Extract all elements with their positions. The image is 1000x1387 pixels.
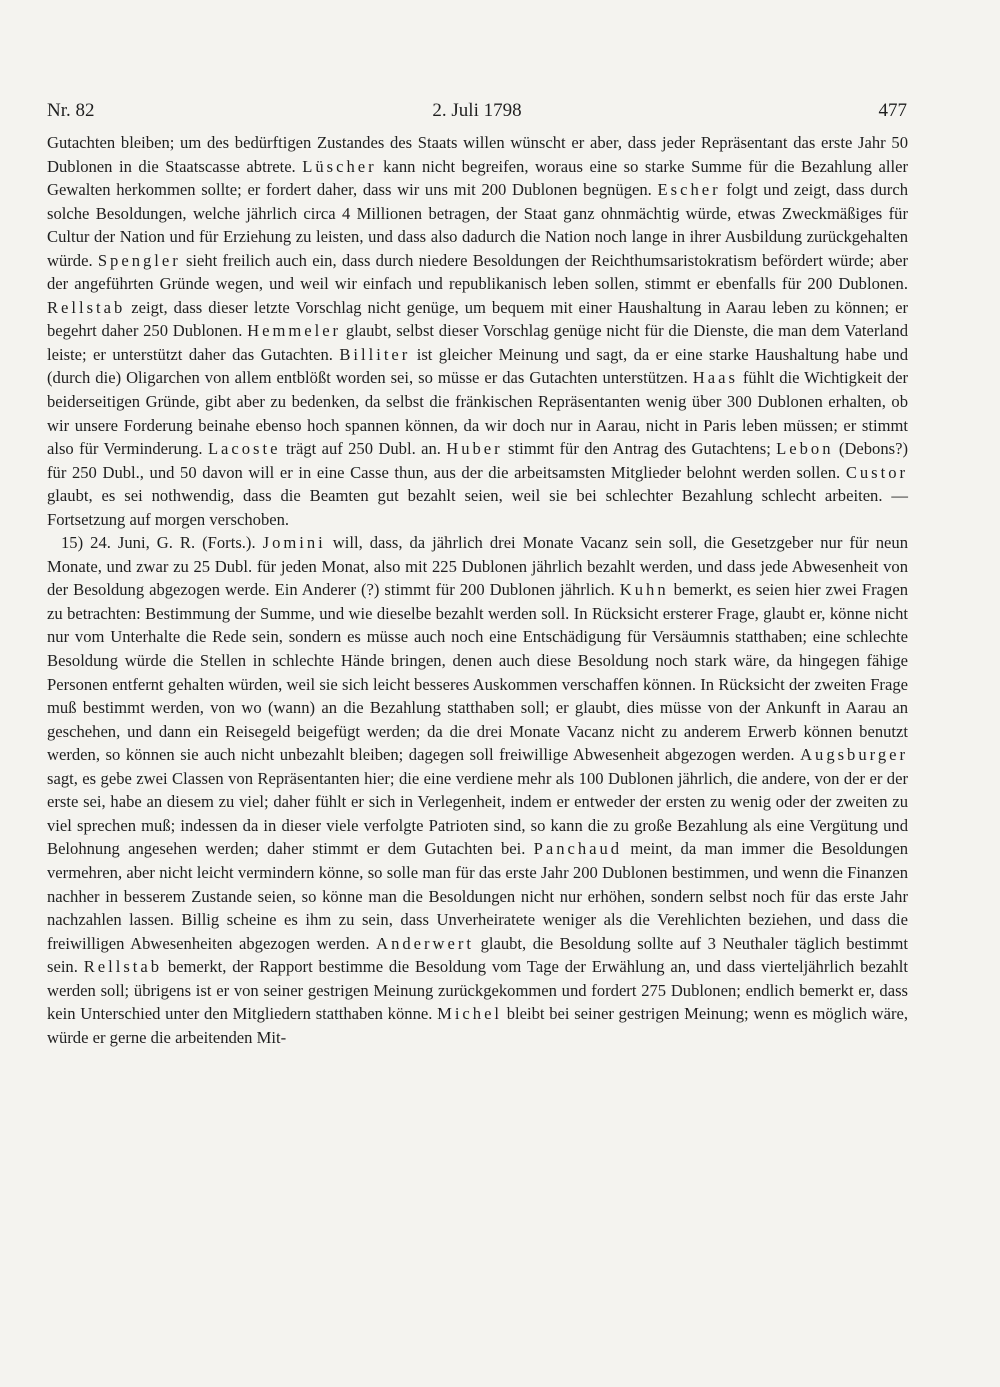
- page-number: 477: [878, 100, 907, 121]
- text-segment: Gutachten bleiben; um des bedürftigen Zustandes des Staats willen wünscht er aber, dass jeder Repräsentant das erste Jahr 50 Dublonen in die Staatscasse abtrete.: [47, 133, 908, 176]
- text-segment: bemerkt, der Rapport bestimme die Besoldung vom Tage der Erwählung an, und dass vierteljährlich bezahlt werden soll; übrigens ist er von seiner gestrigen Meinung zurückgekommen und fordert 275 Dublonen; endlich bemerkt er, dass kein Unterschied unter den Mitgliedern statthaben könne.: [47, 957, 908, 1024]
- text-segment: sagt, es gebe zwei Classen von Repräsentanten hier; die eine verdiene mehr als 100 Dublonen jährlich, die andere, von der er der erste sei, habe an diesem zu viel; daher fühlt er sich in Verlegenheit, indem er entweder der ersten zu wenig oder der zweiten zu viel sprechen muß; indessen da in dieser viele verfolgte Patrioten sind, so kann die zu große Bezahlung als eine Vergütung und Belohnung angesehen werden; daher stimmt er dem Gutachten bei.: [47, 768, 908, 859]
- text-segment: (Debons?) für 250 Dubl., und 50 davon will er in eine Casse thun, aus der die arbeitsamsten Mitglieder belohnt werden sollen.: [47, 439, 908, 482]
- speaker-name: Custor: [845, 462, 908, 482]
- speaker-name: Haas: [692, 368, 738, 388]
- running-head: [47, 96, 907, 126]
- text-segment: zeigt, dass dieser letzte Vorschlag nicht genüge, um bequem mit einer Haushaltung in Aarau leben zu können; er begehrt daher 250 Dublonen.: [47, 297, 908, 341]
- speaker-name: Lacoste: [207, 439, 281, 459]
- speaker-name: Anderwert: [376, 933, 474, 953]
- text-segment: glaubt, die Besoldung sollte auf 3 Neuthaler täglich bestimmt sein.: [47, 933, 908, 977]
- speaker-name: Panchaud: [533, 839, 623, 859]
- text-segment: folgt und zeigt, dass durch solche Besoldungen, welche jährlich circa 4 Millionen betragen, der Staat ganz ohnmächtig würde, etwas Zweckmäßiges für Cultur der Nation und für Erziehung zu leisten, und dass also dadurch die Nation noch lange in ihrer Ausbildung zurückgehalten würde.: [47, 180, 908, 270]
- text-segment: trägt auf 250 Dubl. an.: [280, 439, 447, 459]
- speaker-name: Rellstab: [83, 957, 163, 977]
- text-segment: bleibt bei seiner gestrigen Meinung; wenn es möglich wäre, würde er gerne die arbeitenden Mit-: [47, 1004, 908, 1047]
- text-segment: glaubt, selbst dieser Vorschlag genüge nicht für die Dienste, die man dem Vaterland leiste; er unterstützt daher das Gutachten.: [47, 321, 908, 364]
- text-segment: kann nicht begreifen, woraus eine so starke Summe für die Bezahlung aller Gewalten herkommen sollte; er fordert daher, dass wir uns mit 200 Dublonen begnügen.: [47, 156, 908, 200]
- speaker-name: Kuhn: [619, 580, 669, 600]
- document-date: 2. Juli 1798: [432, 100, 522, 121]
- text-segment: meint, da man immer die Besoldungen vermehren, aber nicht leicht vermindern könne, so solle man für das erste Jahr 200 Dublonen bestimmen, und wenn die Finanzen nachher in besserem Zustande seien, so könne man die Besoldungen nicht nur erhöhen, sondern selbst noch für das erste Jahr nachzahlen lassen. Billig scheine es ihm zu sein, dass Unverheiratete weniger als die Verehlichten beziehen, und dass die freiwilligen Abwesenheiten abgezogen werden.: [47, 839, 909, 953]
- speaker-name: Rellstab: [47, 297, 126, 317]
- body-text: [47, 131, 908, 1049]
- text-segment: fühlt die Wichtigkeit der beiderseitigen Gründe, gibt aber zu bedenken, da selbst die fränkischen Repräsentanten wenig über 300 Dublonen erhalten, ob wir unsere Forderung beinahe ebenso hoch spannen können, da wir doch nur in Aarau, nicht in Paris leben müssen; er stimmt also für Verminderung.: [47, 368, 908, 459]
- speaker-name: Jomini: [262, 533, 326, 553]
- speaker-name: Lüscher: [302, 156, 377, 176]
- speaker-name: Billiter: [339, 344, 411, 364]
- text-segment: glaubt, es sei nothwendig, dass die Beamten gut bezahlt seien, weil sie bei schlechter Bezahlung schlecht arbeiten. — Fortsetzung auf morgen verschoben.: [47, 486, 908, 529]
- paragraph-continuation: [47, 131, 908, 531]
- speaker-name: Spengler: [97, 250, 181, 270]
- speaker-name: Lebon: [776, 439, 834, 459]
- speaker-name: Augsburger: [800, 745, 908, 765]
- text-segment: will, dass, da jährlich drei Monate Vacanz sein soll, die Gesetzgeber nur für neun Monate, und zwar zu 25 Dubl. für jeden Monat, also mit 225 Dublonen jährlich bezahlt werden, und dass jede Abwesenheit von der Besoldung abgezogen werde. Ein Anderer (?) stimmt für 200 Dublonen jährlich.: [47, 533, 908, 600]
- text-segment: ist gleicher Meinung und sagt, da er eine starke Haushaltung habe und (durch die) Oligarchen von allem entblößt worden sei, so müsse er das Gutachten unterstützen.: [47, 344, 908, 388]
- text-segment: stimmt für den Antrag des Gutachtens;: [502, 439, 777, 459]
- speaker-name: Escher: [657, 180, 721, 200]
- speaker-name: Hemmeler: [247, 321, 342, 341]
- speaker-name: Huber: [446, 439, 503, 459]
- speaker-name: Michel: [437, 1004, 503, 1024]
- text-segment: sieht freilich auch ein, dass durch niedere Besoldungen der Reichthumsaristokratism befördert würde; aber der angeführten Gründe wegen, und weil wir einfach und republikanisch leben sollen, stimmt er ebenfalls für 200 Dublonen.: [47, 250, 909, 294]
- document-number: Nr. 82: [47, 100, 95, 121]
- text-segment: 15) 24. Juni, G. R. (Forts.).: [61, 533, 263, 553]
- paragraph-session-15: [47, 531, 908, 1049]
- text-segment: bemerkt, es seien hier zwei Fragen zu betrachten: Bestimmung der Summe, und wie dieselbe bezahlt werden soll. In Rücksicht ersterer Frage, glaubt er, könne nicht nur vom Unterhalte die Rede sein, sondern es müsse auch noch eine Entschädigung für Versäumnis statthaben; eine schlechte Besoldung würde die Stellen in schlechte Hände bringen, denen auch diese Besoldung noch stark wäre, da hingegen fähige Personen entfernt gehalten würden, weil sie sich leicht besseres Auskommen verschaffen können. In Rücksicht der zweiten Frage muß bestimmt werden, von wo (wann) an die Bezahlung statthaben soll; er glaubt, dies müsse von der Ankunft in Aarau an geschehen, und dann ein Reisegeld beigefügt werden; da die drei Monate Vacanz nicht zu anderem Erwerb können benutzt werden, so können sie auch nicht unbezahlt bleiben; dagegen soll freiwillige Abwesenheit abgezogen werden.: [47, 580, 908, 765]
